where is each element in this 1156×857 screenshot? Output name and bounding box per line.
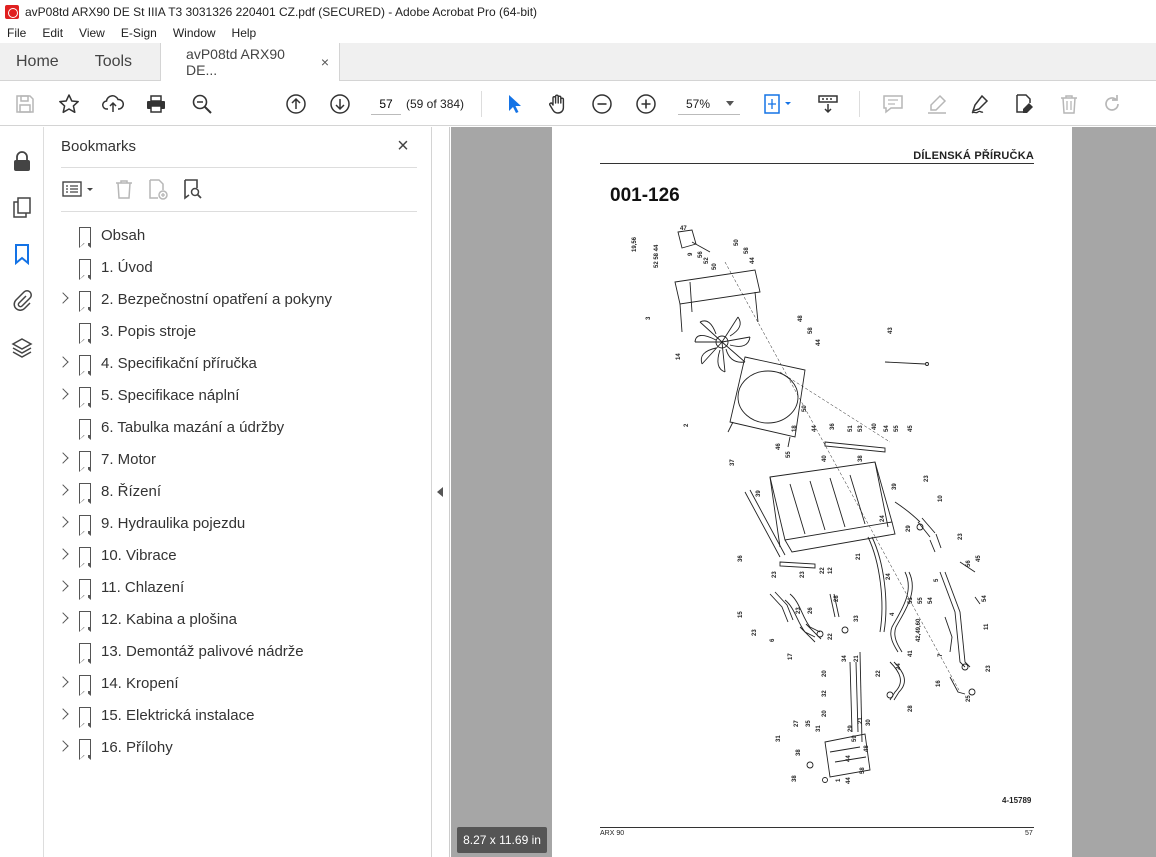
tab-document-label: avP08td ARX90 DE... [186, 46, 285, 78]
svg-text:23: 23 [958, 533, 964, 540]
svg-text:12: 12 [828, 567, 834, 574]
chevron-right-icon[interactable] [57, 452, 68, 463]
bookmark-item[interactable] [44, 539, 432, 571]
svg-text:44: 44 [846, 755, 852, 762]
svg-text:23: 23 [800, 571, 806, 578]
bookmark-item[interactable] [44, 603, 432, 635]
bookmark-icon [79, 739, 91, 756]
svg-text:39: 39 [892, 483, 898, 490]
bookmark-icon [79, 227, 91, 244]
svg-text:55: 55 [894, 425, 900, 432]
svg-text:44: 44 [812, 425, 818, 432]
svg-text:28: 28 [908, 705, 914, 712]
svg-text:50: 50 [802, 405, 808, 412]
rotate-icon[interactable] [1099, 91, 1125, 117]
bookmark-label: Obsah [101, 227, 146, 244]
bookmark-label: 6. Tabulka mazání a údržby [101, 419, 285, 436]
svg-text:44: 44 [846, 777, 852, 784]
tab-document[interactable] [160, 43, 340, 81]
svg-text:16: 16 [936, 680, 942, 687]
zoom-in-icon[interactable] [633, 91, 659, 117]
svg-text:31: 31 [776, 735, 782, 742]
svg-text:48: 48 [798, 315, 804, 322]
svg-text:26: 26 [808, 607, 814, 614]
bookmark-label: 3. Popis stroje [101, 323, 197, 340]
bookmark-label: 1. Úvod [101, 259, 153, 276]
chevron-right-icon[interactable] [57, 388, 68, 399]
svg-text:21: 21 [854, 655, 860, 662]
svg-text:21: 21 [856, 553, 862, 560]
bookmark-item[interactable] [44, 283, 432, 315]
svg-text:50: 50 [734, 239, 740, 246]
svg-text:23: 23 [986, 665, 992, 672]
bookmark-label: 11. Chlazení [101, 579, 185, 596]
chevron-down-icon [726, 101, 734, 106]
chevron-right-icon[interactable] [57, 484, 68, 495]
tab-tools[interactable]: Tools [94, 52, 133, 70]
bookmark-item[interactable] [44, 443, 432, 475]
bookmark-label: 9. Hydraulika pojezdu [101, 515, 246, 532]
svg-text:37: 37 [730, 459, 736, 466]
bookmark-icon[interactable] [10, 242, 34, 266]
svg-text:54: 54 [884, 425, 890, 432]
bookmarks-panel [44, 127, 432, 857]
svg-text:23: 23 [924, 475, 930, 482]
hand-tool-icon[interactable] [545, 91, 571, 117]
bookmark-item[interactable] [44, 411, 432, 443]
svg-text:39: 39 [756, 490, 762, 497]
bookmark-icon [79, 707, 91, 724]
page-count: (59 of 384) [406, 97, 465, 111]
zoom-search-icon[interactable] [189, 91, 215, 117]
bookmark-item[interactable] [44, 219, 432, 251]
delete-bookmark-icon[interactable] [112, 177, 136, 201]
bookmark-icon [79, 387, 91, 404]
tab-home[interactable]: Home [16, 52, 59, 70]
svg-text:1: 1 [836, 778, 842, 782]
bookmark-label: 16. Přílohy [101, 739, 173, 756]
lock-icon[interactable] [10, 149, 34, 173]
star-icon[interactable] [56, 91, 82, 117]
page-footer-model: ARX 90 [600, 830, 625, 837]
svg-text:18: 18 [792, 425, 798, 432]
svg-text:14: 14 [676, 353, 682, 360]
svg-text:50: 50 [712, 263, 718, 270]
svg-text:5: 5 [934, 578, 940, 582]
menu-help[interactable]: Help [231, 26, 257, 40]
svg-text:45: 45 [976, 555, 982, 562]
svg-text:38: 38 [796, 749, 802, 756]
menu-bar [0, 23, 1156, 43]
bookmark-item[interactable] [44, 379, 432, 411]
acrobat-icon [5, 5, 19, 19]
svg-text:28: 28 [834, 595, 840, 602]
zoom-value: 57% [686, 96, 711, 111]
svg-text:20: 20 [822, 710, 828, 717]
find-bookmark-icon[interactable] [180, 177, 204, 201]
chevron-right-icon[interactable] [57, 516, 68, 527]
bookmark-icon [79, 451, 91, 468]
panel-splitter[interactable] [432, 127, 450, 857]
highlight-pen-icon[interactable] [924, 91, 950, 117]
svg-text:24: 24 [896, 663, 902, 670]
svg-text:58: 58 [808, 327, 814, 334]
svg-text:56: 56 [966, 560, 972, 567]
bookmark-label: 12. Kabina a plošina [101, 611, 237, 628]
menu-file[interactable]: File [7, 26, 27, 40]
svg-text:51: 51 [848, 425, 854, 432]
bookmark-icon [79, 323, 91, 340]
page-header: DÍLENSKÁ PŘÍRUČKA [913, 150, 1034, 162]
panel-divider [61, 211, 417, 212]
svg-text:44: 44 [816, 339, 822, 346]
drawing-reference: 4-15789 [1002, 796, 1032, 805]
svg-text:40: 40 [872, 423, 878, 430]
bookmark-item[interactable] [44, 699, 432, 731]
bookmark-options-icon[interactable] [61, 177, 97, 201]
exploded-parts-drawing [630, 222, 1010, 802]
layers-icon[interactable] [10, 336, 34, 360]
bookmark-icon [79, 355, 91, 372]
svg-text:42,49,60: 42,49,60 [916, 618, 922, 642]
menu-view[interactable]: View [79, 26, 105, 40]
bookmark-label: 15. Elektrická instalace [101, 707, 255, 724]
chevron-right-icon[interactable] [57, 612, 68, 623]
panel-divider [61, 167, 417, 168]
svg-text:35: 35 [806, 720, 812, 727]
svg-text:54: 54 [982, 595, 988, 602]
bookmark-icon [79, 515, 91, 532]
select-cursor-icon[interactable] [501, 91, 527, 117]
svg-text:33: 33 [854, 615, 860, 622]
bookmark-label: 7. Motor [101, 451, 157, 468]
svg-text:29: 29 [848, 725, 854, 732]
bookmark-label: 13. Demontáž palivové nádrže [101, 643, 304, 660]
svg-text:24: 24 [886, 573, 892, 580]
svg-text:4: 4 [890, 612, 896, 616]
bookmark-icon [79, 419, 91, 436]
svg-text:52: 52 [704, 257, 710, 264]
bookmark-label: 2. Bezpečnostní opatření a pokyny [101, 291, 332, 308]
bookmark-label: 10. Vibrace [101, 547, 177, 564]
svg-text:34: 34 [842, 655, 848, 662]
bookmark-item[interactable] [44, 571, 432, 603]
zoom-out-icon[interactable] [589, 91, 615, 117]
bookmark-label: 5. Specifikace náplní [101, 387, 240, 404]
svg-text:3: 3 [646, 316, 652, 320]
svg-text:23: 23 [772, 571, 778, 578]
svg-text:58: 58 [744, 247, 750, 254]
svg-text:56: 56 [698, 251, 704, 258]
svg-text:11: 11 [984, 623, 990, 630]
fit-page-icon[interactable] [761, 91, 795, 117]
delete-icon[interactable] [1056, 91, 1082, 117]
sign-pen-icon[interactable] [967, 91, 993, 117]
bookmark-icon [79, 611, 91, 628]
svg-text:47: 47 [680, 226, 687, 232]
svg-text:7: 7 [938, 653, 944, 657]
comment-icon[interactable] [880, 91, 906, 117]
svg-text:38: 38 [792, 775, 798, 782]
bookmark-label: 4. Specifikační příručka [101, 355, 257, 372]
svg-text:44: 44 [750, 257, 756, 264]
svg-text:54: 54 [928, 597, 934, 604]
footer-rule [600, 827, 1034, 828]
svg-text:30: 30 [866, 719, 872, 726]
svg-text:59: 59 [852, 735, 858, 742]
toolbar-divider [859, 91, 860, 117]
chevron-right-icon[interactable] [57, 292, 68, 303]
toolbar [0, 81, 1156, 126]
bookmark-icon [79, 259, 91, 276]
svg-text:23: 23 [752, 629, 758, 636]
bookmark-icon [79, 643, 91, 660]
svg-text:31: 31 [816, 725, 822, 732]
menu-esign[interactable]: E-Sign [120, 26, 157, 40]
chevron-right-icon[interactable] [57, 740, 68, 751]
bookmark-label: 8. Řízení [101, 483, 162, 500]
svg-text:48: 48 [864, 745, 870, 752]
svg-text:32: 32 [822, 690, 828, 697]
bookmark-item[interactable] [44, 347, 432, 379]
svg-text:2: 2 [684, 423, 690, 427]
chevron-right-icon[interactable] [57, 548, 68, 559]
bookmarks-title: Bookmarks [61, 138, 137, 155]
page-number-input[interactable] [371, 93, 401, 115]
page-size-indicator: 8.27 x 11.69 in [457, 827, 547, 853]
svg-text:10: 10 [938, 495, 944, 502]
new-bookmark-icon[interactable] [145, 177, 169, 201]
svg-text:19,56: 19,56 [632, 236, 638, 252]
toolbar-divider [481, 91, 482, 117]
bookmark-item[interactable] [44, 635, 432, 667]
tab-bar [0, 43, 1156, 81]
attachment-icon[interactable] [10, 288, 34, 312]
svg-text:58: 58 [860, 767, 866, 774]
svg-text:46: 46 [776, 443, 782, 450]
svg-text:15: 15 [738, 611, 744, 618]
svg-text:55: 55 [918, 597, 924, 604]
svg-text:40: 40 [822, 455, 828, 462]
svg-text:25: 25 [966, 695, 972, 702]
pages-icon[interactable] [10, 195, 34, 219]
svg-text:22: 22 [820, 567, 826, 574]
pdf-page [552, 127, 1072, 857]
svg-text:45: 45 [908, 425, 914, 432]
document-viewer[interactable] [451, 127, 1156, 857]
bookmark-item[interactable] [44, 667, 432, 699]
collapse-panel-icon[interactable] [437, 487, 443, 497]
svg-text:9: 9 [688, 252, 694, 256]
chevron-right-icon[interactable] [57, 676, 68, 687]
svg-text:51: 51 [908, 597, 914, 604]
menu-window[interactable]: Window [172, 26, 216, 40]
bookmark-item[interactable] [44, 507, 432, 539]
previous-page-icon[interactable] [283, 91, 309, 117]
bookmark-icon [79, 547, 91, 564]
chevron-right-icon[interactable] [57, 356, 68, 367]
close-tab-icon[interactable]: × [320, 54, 330, 70]
bookmark-label: 14. Kropení [101, 675, 179, 692]
bookmark-item[interactable] [44, 475, 432, 507]
bookmark-item[interactable] [44, 731, 432, 763]
svg-text:36: 36 [830, 423, 836, 430]
scroll-mode-icon[interactable] [815, 91, 841, 117]
bookmark-list [44, 219, 432, 763]
drawing-code: 001-126 [610, 185, 680, 206]
edit-pdf-icon[interactable] [1011, 91, 1037, 117]
header-rule [600, 163, 1034, 164]
navigation-rail [0, 127, 44, 857]
svg-text:43: 43 [888, 327, 894, 334]
svg-text:36: 36 [738, 555, 744, 562]
svg-text:24: 24 [880, 515, 886, 522]
bookmark-item[interactable] [44, 315, 432, 347]
svg-text:55: 55 [786, 451, 792, 458]
svg-text:23: 23 [796, 607, 802, 614]
zoom-select[interactable] [678, 93, 740, 115]
bookmark-icon [79, 483, 91, 500]
upload-icon[interactable] [100, 91, 126, 117]
svg-text:22: 22 [876, 670, 882, 677]
bookmark-item[interactable] [44, 251, 432, 283]
bookmark-icon [79, 291, 91, 308]
svg-text:22: 22 [828, 633, 834, 640]
svg-text:17: 17 [788, 653, 794, 660]
svg-text:21: 21 [858, 717, 864, 724]
chevron-right-icon[interactable] [57, 708, 68, 719]
svg-text:41: 41 [908, 650, 914, 657]
svg-text:27: 27 [794, 720, 800, 727]
svg-text:6: 6 [770, 638, 776, 642]
svg-text:53: 53 [858, 425, 864, 432]
bookmark-icon [79, 579, 91, 596]
svg-text:29: 29 [906, 525, 912, 532]
close-icon[interactable]: × [397, 135, 409, 157]
svg-text:52 58 44: 52 58 44 [654, 244, 660, 268]
svg-text:38: 38 [858, 455, 864, 462]
menu-edit[interactable]: Edit [42, 26, 64, 40]
save-icon[interactable] [12, 91, 38, 117]
chevron-right-icon[interactable] [57, 580, 68, 591]
bookmark-icon [79, 675, 91, 692]
svg-text:20: 20 [822, 670, 828, 677]
page-footer-number: 57 [1025, 830, 1033, 837]
title-bar [0, 0, 1156, 23]
window-title: avP08td ARX90 DE St IIIA T3 3031326 220401 CZ.pdf (SECURED) - Adobe Acrobat Pro (64-bit) [25, 4, 538, 19]
print-icon[interactable] [143, 91, 169, 117]
next-page-icon[interactable] [327, 91, 353, 117]
